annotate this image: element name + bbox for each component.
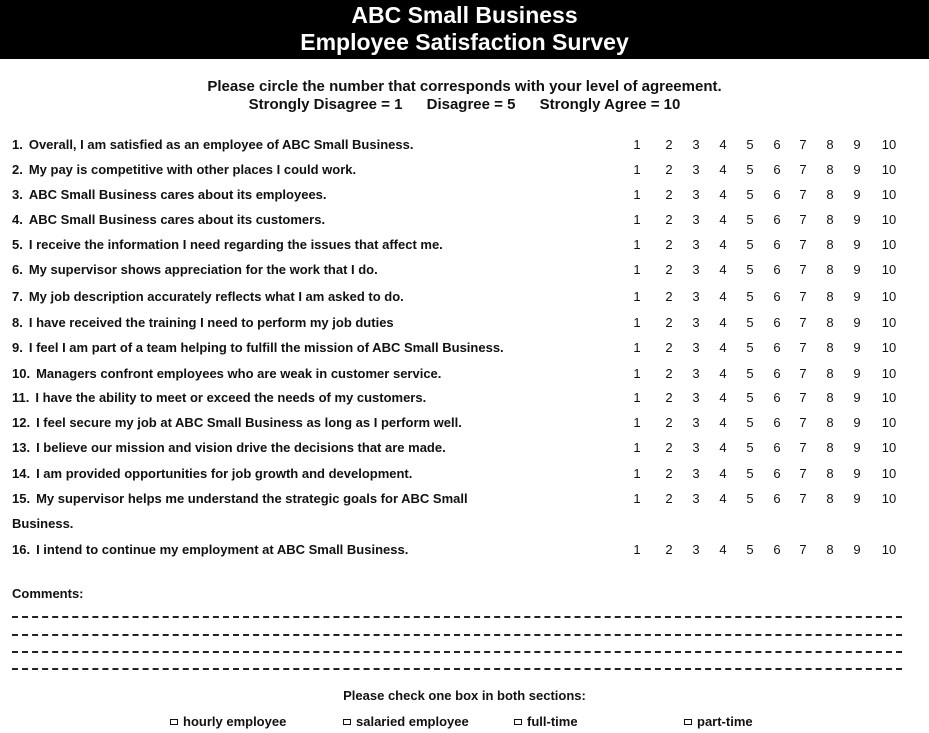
rating-option[interactable]: 6 — [773, 212, 781, 227]
question-text: I feel secure my job at ABC Small Business as long as I perform well. — [36, 415, 462, 430]
option-salaried-employee[interactable] — [343, 714, 469, 729]
rating-option[interactable]: 5 — [746, 212, 754, 227]
rating-option[interactable]: 10 — [881, 466, 897, 481]
rating-option[interactable]: 1 — [633, 212, 641, 227]
scale-legend-strongly-agree: Strongly Agree = 10 — [539, 96, 681, 113]
question-row — [12, 491, 468, 507]
rating-option[interactable]: 1 — [633, 315, 641, 330]
scale-legend-disagree: Disagree = 5 — [426, 96, 516, 113]
rating-option[interactable]: 6 — [773, 466, 781, 481]
rating-option[interactable]: 3 — [692, 187, 700, 202]
rating-option[interactable]: 1 — [633, 466, 641, 481]
rating-option[interactable]: 7 — [799, 366, 807, 381]
rating-option[interactable]: 10 — [881, 137, 897, 152]
rating-option[interactable]: 2 — [665, 491, 673, 506]
rating-option[interactable]: 1 — [633, 390, 641, 405]
rating-option[interactable]: 5 — [746, 162, 754, 177]
rating-scale — [624, 137, 904, 153]
option-label: part-time — [697, 714, 753, 729]
rating-option[interactable]: 5 — [746, 262, 754, 277]
rating-option[interactable]: 9 — [853, 187, 861, 202]
rating-option[interactable]: 6 — [773, 491, 781, 506]
rating-option[interactable]: 8 — [826, 466, 834, 481]
question-number: 12. — [12, 415, 31, 430]
rating-option[interactable]: 9 — [853, 289, 861, 304]
rating-option[interactable]: 7 — [799, 262, 807, 277]
rating-option[interactable]: 6 — [773, 137, 781, 152]
rating-scale — [624, 187, 904, 203]
question-row — [12, 137, 413, 153]
rating-option[interactable]: 3 — [692, 237, 700, 252]
checkbox[interactable] — [514, 719, 522, 725]
rating-option[interactable]: 3 — [692, 390, 700, 405]
question-number: 11. — [12, 390, 30, 405]
rating-option[interactable]: 1 — [633, 262, 641, 277]
question-text: Managers confront employees who are weak in customer service. — [36, 366, 442, 381]
rating-option[interactable]: 6 — [773, 415, 781, 430]
rating-option[interactable]: 2 — [665, 340, 673, 355]
scale-legend-strongly-disagree: Strongly Disagree = 1 — [248, 96, 403, 113]
rating-option[interactable]: 7 — [799, 212, 807, 227]
option-label: salaried employee — [356, 714, 469, 729]
rating-option[interactable]: 1 — [633, 162, 641, 177]
option-hourly-employee[interactable] — [170, 714, 286, 729]
question-row — [12, 162, 356, 178]
rating-option[interactable]: 1 — [633, 440, 641, 455]
rating-scale — [624, 340, 904, 356]
rating-option[interactable]: 10 — [881, 366, 897, 381]
question-number: 8. — [12, 315, 23, 330]
rating-option[interactable]: 8 — [826, 162, 834, 177]
checkbox[interactable] — [170, 719, 178, 725]
question-number: 5. — [12, 237, 23, 252]
rating-option[interactable]: 7 — [799, 491, 807, 506]
rating-option[interactable]: 9 — [853, 390, 861, 405]
rating-scale — [624, 315, 904, 331]
scale-legend — [0, 96, 929, 114]
option-part-time[interactable] — [684, 714, 753, 729]
rating-option[interactable]: 10 — [881, 315, 897, 330]
rating-option[interactable]: 2 — [665, 542, 673, 557]
rating-option[interactable]: 8 — [826, 390, 834, 405]
rating-option[interactable]: 9 — [853, 137, 861, 152]
checkbox-section-title: Please check one box in both sections: — [343, 688, 586, 703]
rating-option[interactable]: 8 — [826, 315, 834, 330]
rating-option[interactable]: 4 — [719, 237, 727, 252]
rating-option[interactable]: 4 — [719, 162, 727, 177]
question-text: ABC Small Business cares about its employees. — [28, 187, 327, 202]
rating-option[interactable]: 3 — [692, 289, 700, 304]
rating-option[interactable]: 10 — [881, 440, 897, 455]
question-number: 14. — [12, 466, 31, 481]
question-row — [12, 390, 426, 406]
question-row — [12, 237, 443, 253]
rating-option[interactable]: 10 — [881, 340, 897, 355]
rating-option[interactable]: 7 — [799, 466, 807, 481]
rating-option[interactable]: 4 — [719, 340, 727, 355]
rating-option[interactable]: 5 — [746, 289, 754, 304]
rating-option[interactable]: 9 — [853, 440, 861, 455]
rating-option[interactable]: 9 — [853, 237, 861, 252]
rating-scale — [624, 440, 904, 456]
rating-option[interactable]: 2 — [665, 315, 673, 330]
rating-option[interactable]: 3 — [692, 162, 700, 177]
question-text: My supervisor shows appreciation for the work that I do. — [28, 262, 378, 277]
rating-option[interactable]: 3 — [692, 440, 700, 455]
rating-option[interactable]: 4 — [719, 415, 727, 430]
question-row — [12, 440, 446, 456]
rating-option[interactable]: 5 — [746, 366, 754, 381]
rating-option[interactable]: 5 — [746, 237, 754, 252]
rating-option[interactable]: 2 — [665, 137, 673, 152]
rating-option[interactable]: 3 — [692, 366, 700, 381]
rating-scale — [624, 466, 904, 482]
question-row — [12, 542, 408, 558]
rating-scale — [624, 390, 904, 406]
option-full-time[interactable] — [514, 714, 578, 729]
rating-option[interactable]: 4 — [719, 491, 727, 506]
question-number: 13. — [12, 440, 31, 455]
rating-option[interactable]: 2 — [665, 466, 673, 481]
question-text: I have received the training I need to perform my job duties — [28, 315, 394, 330]
rating-option[interactable]: 8 — [826, 340, 834, 355]
question-number: 16. — [12, 542, 31, 557]
question-number: 4. — [12, 212, 23, 227]
rating-scale — [624, 415, 904, 431]
comment-line[interactable] — [12, 668, 902, 670]
rating-option[interactable]: 8 — [826, 542, 834, 557]
question-row — [12, 366, 441, 382]
rating-option[interactable]: 9 — [853, 212, 861, 227]
rating-scale — [624, 212, 904, 228]
rating-option[interactable]: 1 — [633, 187, 641, 202]
survey-title-line2: Employee Satisfaction Survey — [300, 29, 629, 55]
rating-option[interactable]: 1 — [633, 237, 641, 252]
rating-option[interactable]: 8 — [826, 262, 834, 277]
checkbox[interactable] — [343, 719, 351, 725]
rating-option[interactable]: 5 — [746, 315, 754, 330]
rating-option[interactable]: 2 — [665, 289, 673, 304]
rating-option[interactable]: 5 — [746, 415, 754, 430]
question-row — [12, 340, 504, 356]
rating-option[interactable]: 7 — [799, 415, 807, 430]
rating-option[interactable]: 7 — [799, 542, 807, 557]
question-text: I believe our mission and vision drive the decisions that are made. — [36, 440, 446, 455]
rating-option[interactable]: 1 — [633, 289, 641, 304]
rating-option[interactable]: 10 — [881, 187, 897, 202]
rating-option[interactable]: 2 — [665, 440, 673, 455]
rating-option[interactable]: 9 — [853, 315, 861, 330]
rating-option[interactable]: 6 — [773, 542, 781, 557]
rating-option[interactable]: 7 — [799, 289, 807, 304]
question-row — [12, 289, 404, 305]
question-text: My supervisor helps me understand the strategic goals for ABC Small — [36, 491, 468, 506]
rating-option[interactable]: 9 — [853, 162, 861, 177]
rating-option[interactable]: 6 — [773, 289, 781, 304]
comments-label: Comments: — [12, 586, 84, 601]
rating-option[interactable]: 2 — [665, 212, 673, 227]
rating-option[interactable]: 2 — [665, 415, 673, 430]
rating-option[interactable]: 2 — [665, 262, 673, 277]
rating-scale — [624, 162, 904, 178]
rating-option[interactable]: 9 — [853, 415, 861, 430]
rating-option[interactable]: 5 — [746, 340, 754, 355]
question-row — [12, 262, 378, 278]
rating-option[interactable]: 5 — [746, 390, 754, 405]
rating-option[interactable]: 4 — [719, 262, 727, 277]
rating-option[interactable]: 3 — [692, 415, 700, 430]
question-text-continuation: Business. — [12, 516, 74, 531]
question-row — [12, 315, 394, 331]
rating-option[interactable]: 8 — [826, 415, 834, 430]
rating-option[interactable]: 10 — [881, 415, 897, 430]
rating-option[interactable]: 7 — [799, 187, 807, 202]
question-number: 15. — [12, 491, 31, 506]
option-label: hourly employee — [183, 714, 287, 729]
rating-option[interactable]: 5 — [746, 466, 754, 481]
rating-option[interactable]: 9 — [853, 262, 861, 277]
rating-option[interactable]: 4 — [719, 440, 727, 455]
comment-line[interactable] — [12, 651, 902, 653]
rating-option[interactable]: 3 — [692, 315, 700, 330]
question-text: I am provided opportunities for job growth and development. — [36, 466, 413, 481]
question-text: My pay is competitive with other places I could work. — [28, 162, 357, 177]
rating-option[interactable]: 8 — [826, 237, 834, 252]
rating-option[interactable]: 4 — [719, 289, 727, 304]
rating-option[interactable]: 3 — [692, 466, 700, 481]
instructions-text: Please circle the number that corresponds with your level of agreement. — [207, 78, 722, 95]
rating-option[interactable]: 4 — [719, 187, 727, 202]
survey-header-banner — [0, 0, 929, 59]
rating-option[interactable]: 2 — [665, 366, 673, 381]
rating-option[interactable]: 10 — [881, 491, 897, 506]
survey-title-line1: ABC Small Business — [351, 2, 578, 28]
rating-option[interactable]: 6 — [773, 237, 781, 252]
question-text: My job description accurately reflects what I am asked to do. — [28, 289, 404, 304]
rating-scale — [624, 542, 904, 558]
option-label: full-time — [527, 714, 578, 729]
rating-option[interactable]: 6 — [773, 162, 781, 177]
rating-option[interactable]: 9 — [853, 340, 861, 355]
rating-option[interactable]: 10 — [881, 542, 897, 557]
question-row — [12, 187, 327, 203]
question-number: 7. — [12, 289, 23, 304]
question-text: ABC Small Business cares about its customers. — [28, 212, 326, 227]
question-row — [12, 415, 462, 431]
rating-scale — [624, 366, 904, 382]
rating-option[interactable]: 10 — [881, 162, 897, 177]
rating-option[interactable]: 1 — [633, 366, 641, 381]
question-number: 9. — [12, 340, 23, 355]
rating-option[interactable]: 7 — [799, 237, 807, 252]
question-row — [12, 212, 325, 228]
question-row — [12, 466, 412, 482]
rating-option[interactable]: 1 — [633, 340, 641, 355]
rating-option[interactable]: 8 — [826, 212, 834, 227]
question-number: 2. — [12, 162, 23, 177]
rating-option[interactable]: 3 — [692, 340, 700, 355]
rating-option[interactable]: 1 — [633, 542, 641, 557]
comment-line[interactable] — [12, 616, 902, 618]
rating-option[interactable]: 6 — [773, 340, 781, 355]
rating-option[interactable]: 4 — [719, 315, 727, 330]
comment-line[interactable] — [12, 634, 902, 636]
rating-option[interactable]: 3 — [692, 491, 700, 506]
rating-option[interactable]: 10 — [881, 262, 897, 277]
question-text: I feel I am part of a team helping to fulfill the mission of ABC Small Business. — [28, 340, 504, 355]
question-number: 10. — [12, 366, 31, 381]
question-number: 6. — [12, 262, 23, 277]
rating-option[interactable]: 9 — [853, 542, 861, 557]
rating-option[interactable]: 8 — [826, 440, 834, 455]
rating-option[interactable]: 8 — [826, 137, 834, 152]
rating-option[interactable]: 6 — [773, 390, 781, 405]
rating-option[interactable]: 3 — [692, 212, 700, 227]
rating-option[interactable]: 3 — [692, 542, 700, 557]
rating-option[interactable]: 7 — [799, 315, 807, 330]
rating-scale — [624, 237, 904, 253]
question-text: I receive the information I need regarding the issues that affect me. — [28, 237, 443, 252]
rating-option[interactable]: 3 — [692, 137, 700, 152]
rating-option[interactable]: 9 — [853, 491, 861, 506]
rating-option[interactable]: 9 — [853, 466, 861, 481]
rating-option[interactable]: 5 — [746, 491, 754, 506]
rating-option[interactable]: 10 — [881, 390, 897, 405]
question-number: 1. — [12, 137, 23, 152]
rating-option[interactable]: 3 — [692, 262, 700, 277]
rating-option[interactable]: 5 — [746, 187, 754, 202]
rating-option[interactable]: 6 — [773, 440, 781, 455]
rating-option[interactable]: 5 — [746, 440, 754, 455]
rating-scale — [624, 262, 904, 278]
rating-option[interactable]: 8 — [826, 366, 834, 381]
question-text: I intend to continue my employment at ABC Small Business. — [36, 542, 409, 557]
question-text: I have the ability to meet or exceed the needs of my customers. — [35, 390, 427, 405]
rating-option[interactable]: 2 — [665, 390, 673, 405]
rating-option[interactable]: 8 — [826, 289, 834, 304]
rating-option[interactable]: 10 — [881, 212, 897, 227]
rating-scale — [624, 289, 904, 305]
rating-option[interactable]: 1 — [633, 415, 641, 430]
rating-option[interactable]: 1 — [633, 491, 641, 506]
rating-option[interactable]: 4 — [719, 212, 727, 227]
rating-option[interactable]: 7 — [799, 390, 807, 405]
question-number: 3. — [12, 187, 23, 202]
rating-option[interactable]: 6 — [773, 366, 781, 381]
rating-option[interactable]: 7 — [799, 440, 807, 455]
rating-scale — [624, 491, 904, 507]
rating-option[interactable]: 10 — [881, 289, 897, 304]
rating-option[interactable]: 9 — [853, 366, 861, 381]
rating-option[interactable]: 7 — [799, 162, 807, 177]
checkbox[interactable] — [684, 719, 692, 725]
question-text: Overall, I am satisfied as an employee of ABC Small Business. — [28, 137, 414, 152]
rating-option[interactable]: 4 — [719, 390, 727, 405]
rating-option[interactable]: 7 — [799, 137, 807, 152]
rating-option[interactable]: 4 — [719, 366, 727, 381]
rating-option[interactable]: 8 — [826, 491, 834, 506]
rating-option[interactable]: 4 — [719, 542, 727, 557]
rating-option[interactable]: 10 — [881, 237, 897, 252]
rating-option[interactable]: 4 — [719, 137, 727, 152]
rating-option[interactable]: 6 — [773, 315, 781, 330]
rating-option[interactable]: 2 — [665, 187, 673, 202]
rating-option[interactable]: 7 — [799, 340, 807, 355]
rating-option[interactable]: 4 — [719, 466, 727, 481]
rating-option[interactable]: 6 — [773, 262, 781, 277]
rating-option[interactable]: 5 — [746, 137, 754, 152]
rating-option[interactable]: 6 — [773, 187, 781, 202]
rating-option[interactable]: 8 — [826, 187, 834, 202]
rating-option[interactable]: 1 — [633, 137, 641, 152]
rating-option[interactable]: 2 — [665, 237, 673, 252]
rating-option[interactable]: 2 — [665, 162, 673, 177]
rating-option[interactable]: 5 — [746, 542, 754, 557]
